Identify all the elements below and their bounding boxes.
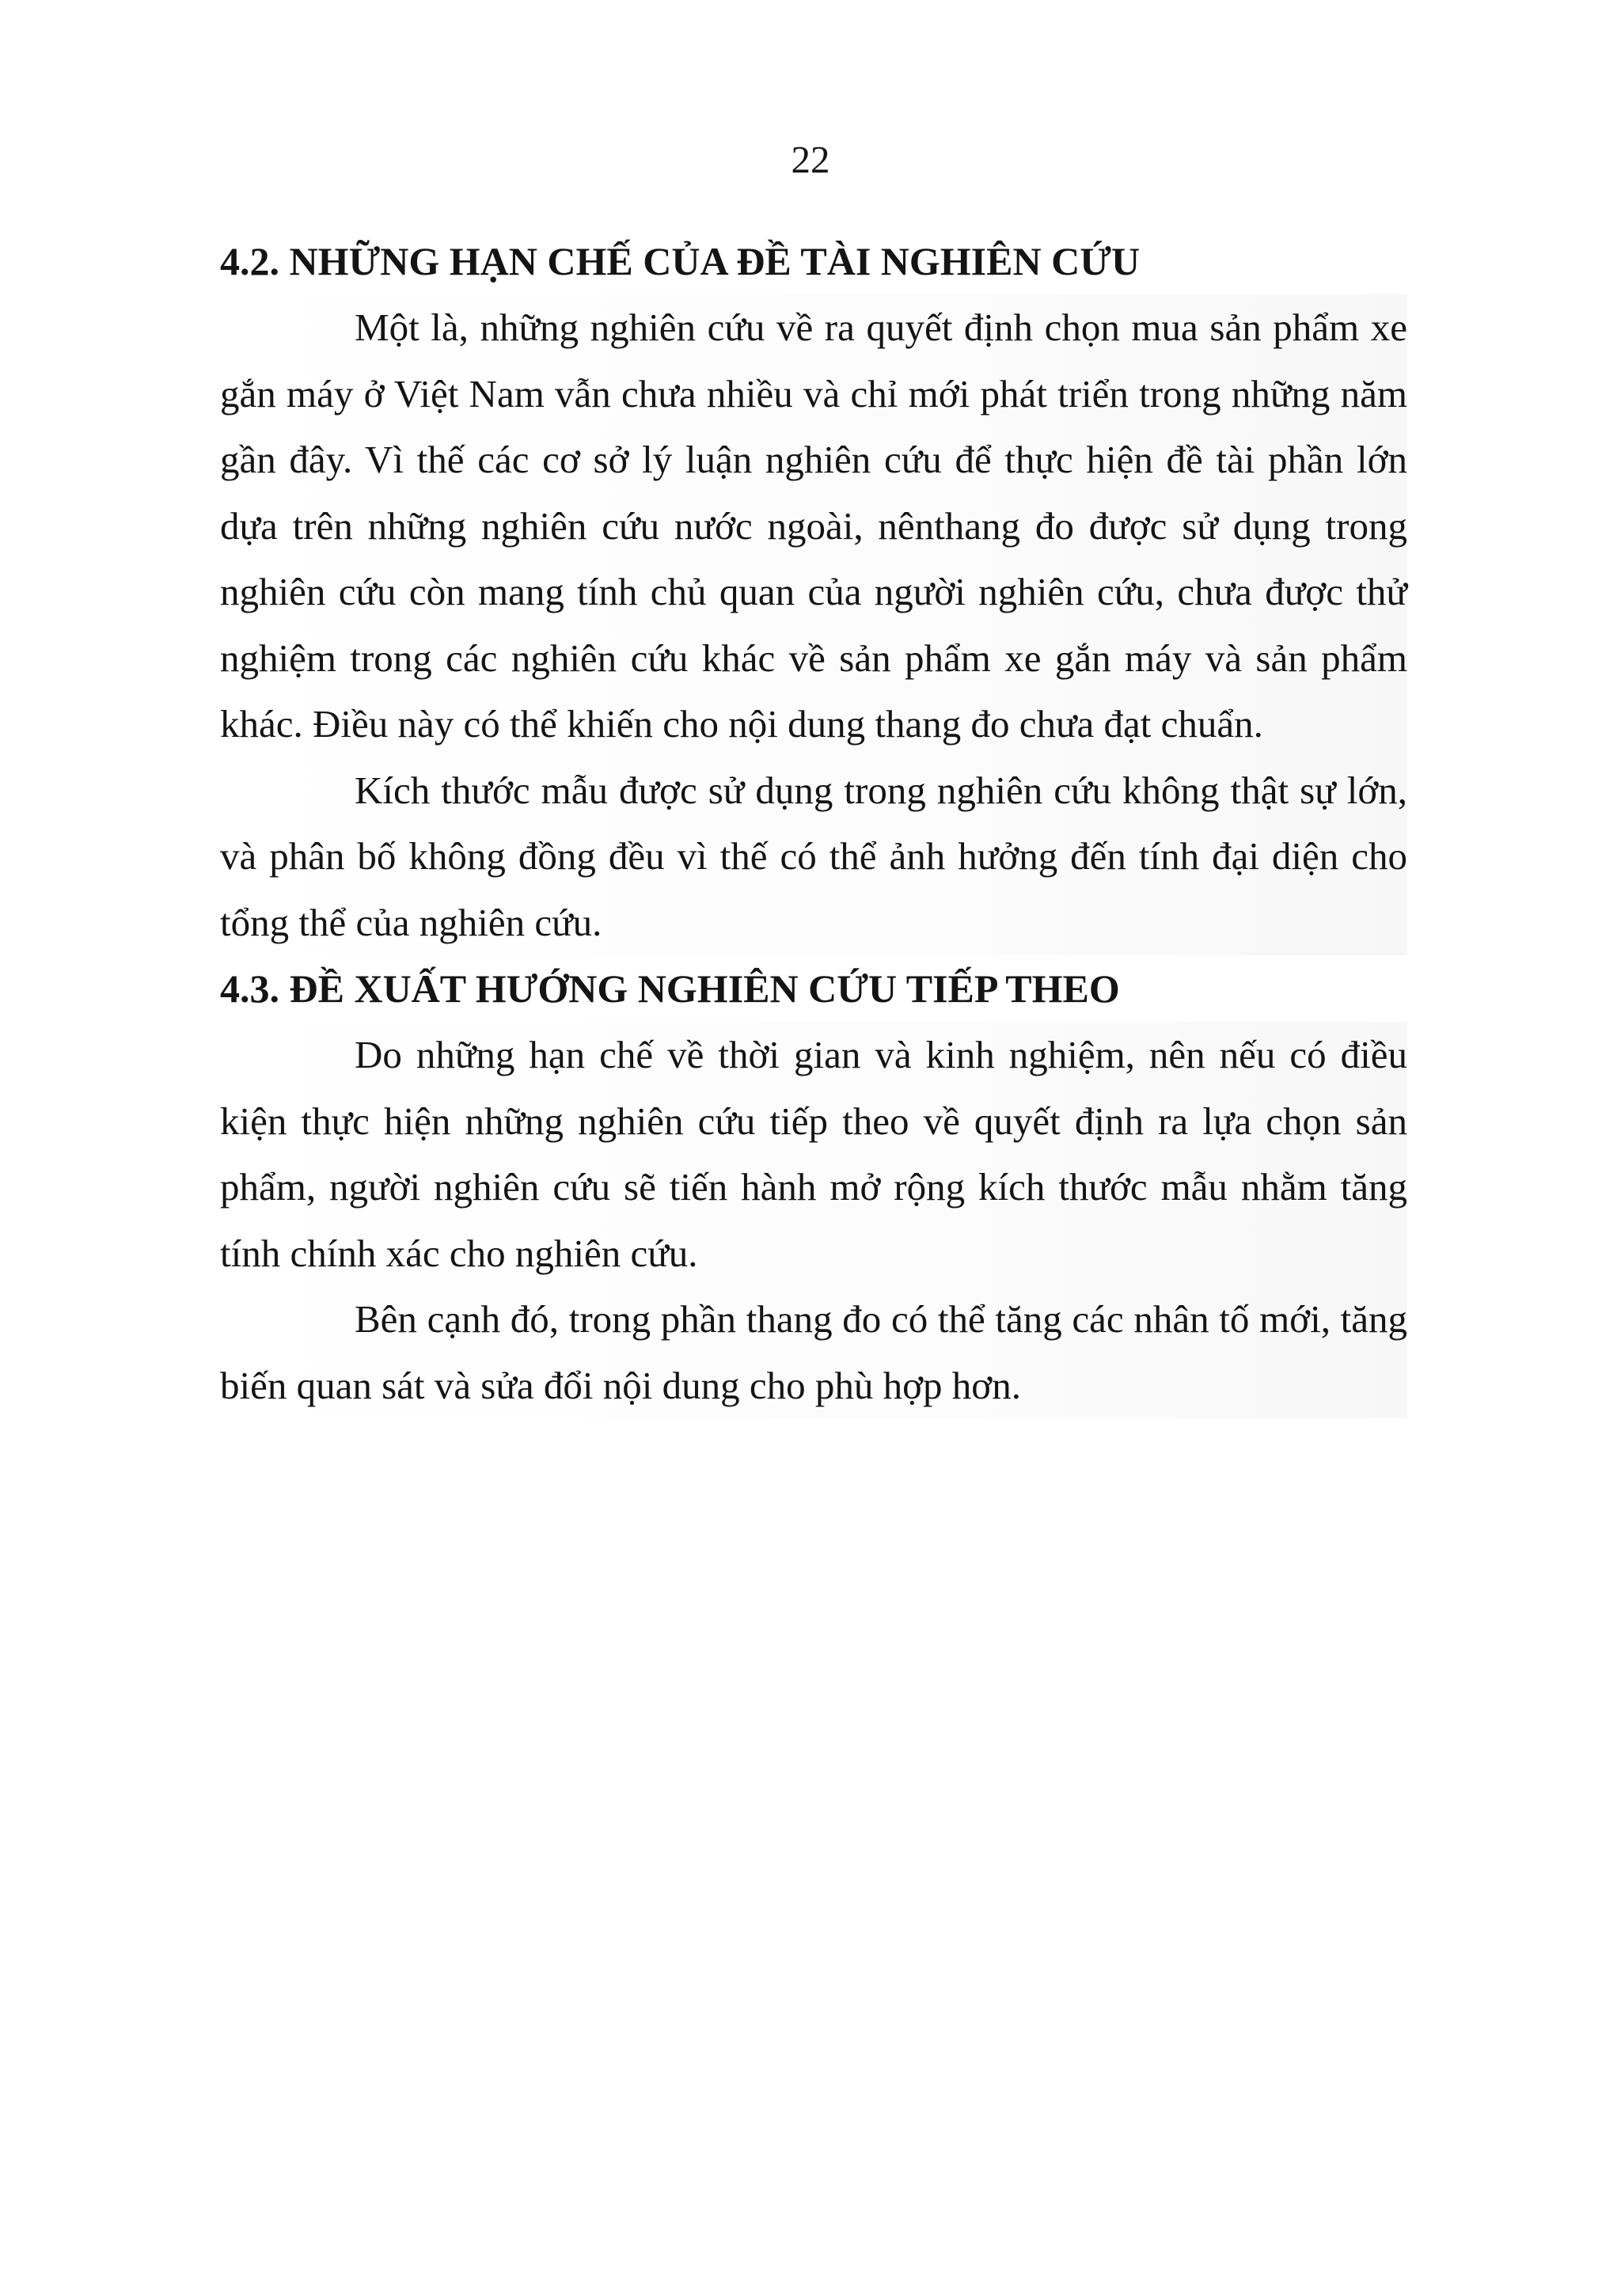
page-number: 22 [791,138,830,181]
paragraph-future-research-2: Bên cạnh đó, trong phần thang đo có thể tăng các nhân tố mới, tăng biến quan sát và sửa đổi nội dung cho phù hợp hơn. [220,1286,1407,1418]
page-content [220,228,1407,1418]
section-future-research [220,955,1407,1418]
paragraph-future-research-1: Do những hạn chế về thời gian và kinh nghiệm, nên nếu có điều kiện thực hiện những nghiên cứu tiếp theo về quyết định ra lựa chọn sản phẩm, người nghiên cứu sẽ tiến hành mở rộng kích thước mẫu nhằm tăng tính chính xác cho nghiên cứu. [220,1022,1407,1286]
section-heading-limitations: 4.2. NHỮNG HẠN CHẾ CỦA ĐỀ TÀI NGHIÊN CỨU [220,239,1141,283]
paragraph-limitations-1: Một là, những nghiên cứu về ra quyết định chọn mua sản phẩm xe gắn máy ở Việt Nam vẫn chưa nhiều và chỉ mới phát triển trong những năm gần đây. Vì thế các cơ sở lý luận nghiên cứu để thực hiện đề tài phần lớn dựa trên những nghiên cứu nước ngoài, nênthang đo được sử dụng trong nghiên cứu còn mang tính chủ quan của người nghiên cứu, chưa được thử nghiệm trong các nghiên cứu khác về sản phẩm xe gắn máy và sản phẩm khác. Điều này có thể khiến cho nội dung thang đo chưa đạt chuẩn. [220,294,1407,757]
section-heading-future-research: 4.3. ĐỀ XUẤT HƯỚNG NGHIÊN CỨU TIẾP THEO [220,966,1120,1011]
paragraph-limitations-2: Kích thước mẫu được sử dụng trong nghiên cứu không thật sự lớn, và phân bố không đồng đều vì thế có thể ảnh hưởng đến tính đại diện cho tổng thể của nghiên cứu. [220,757,1407,956]
section-limitations [220,228,1407,955]
